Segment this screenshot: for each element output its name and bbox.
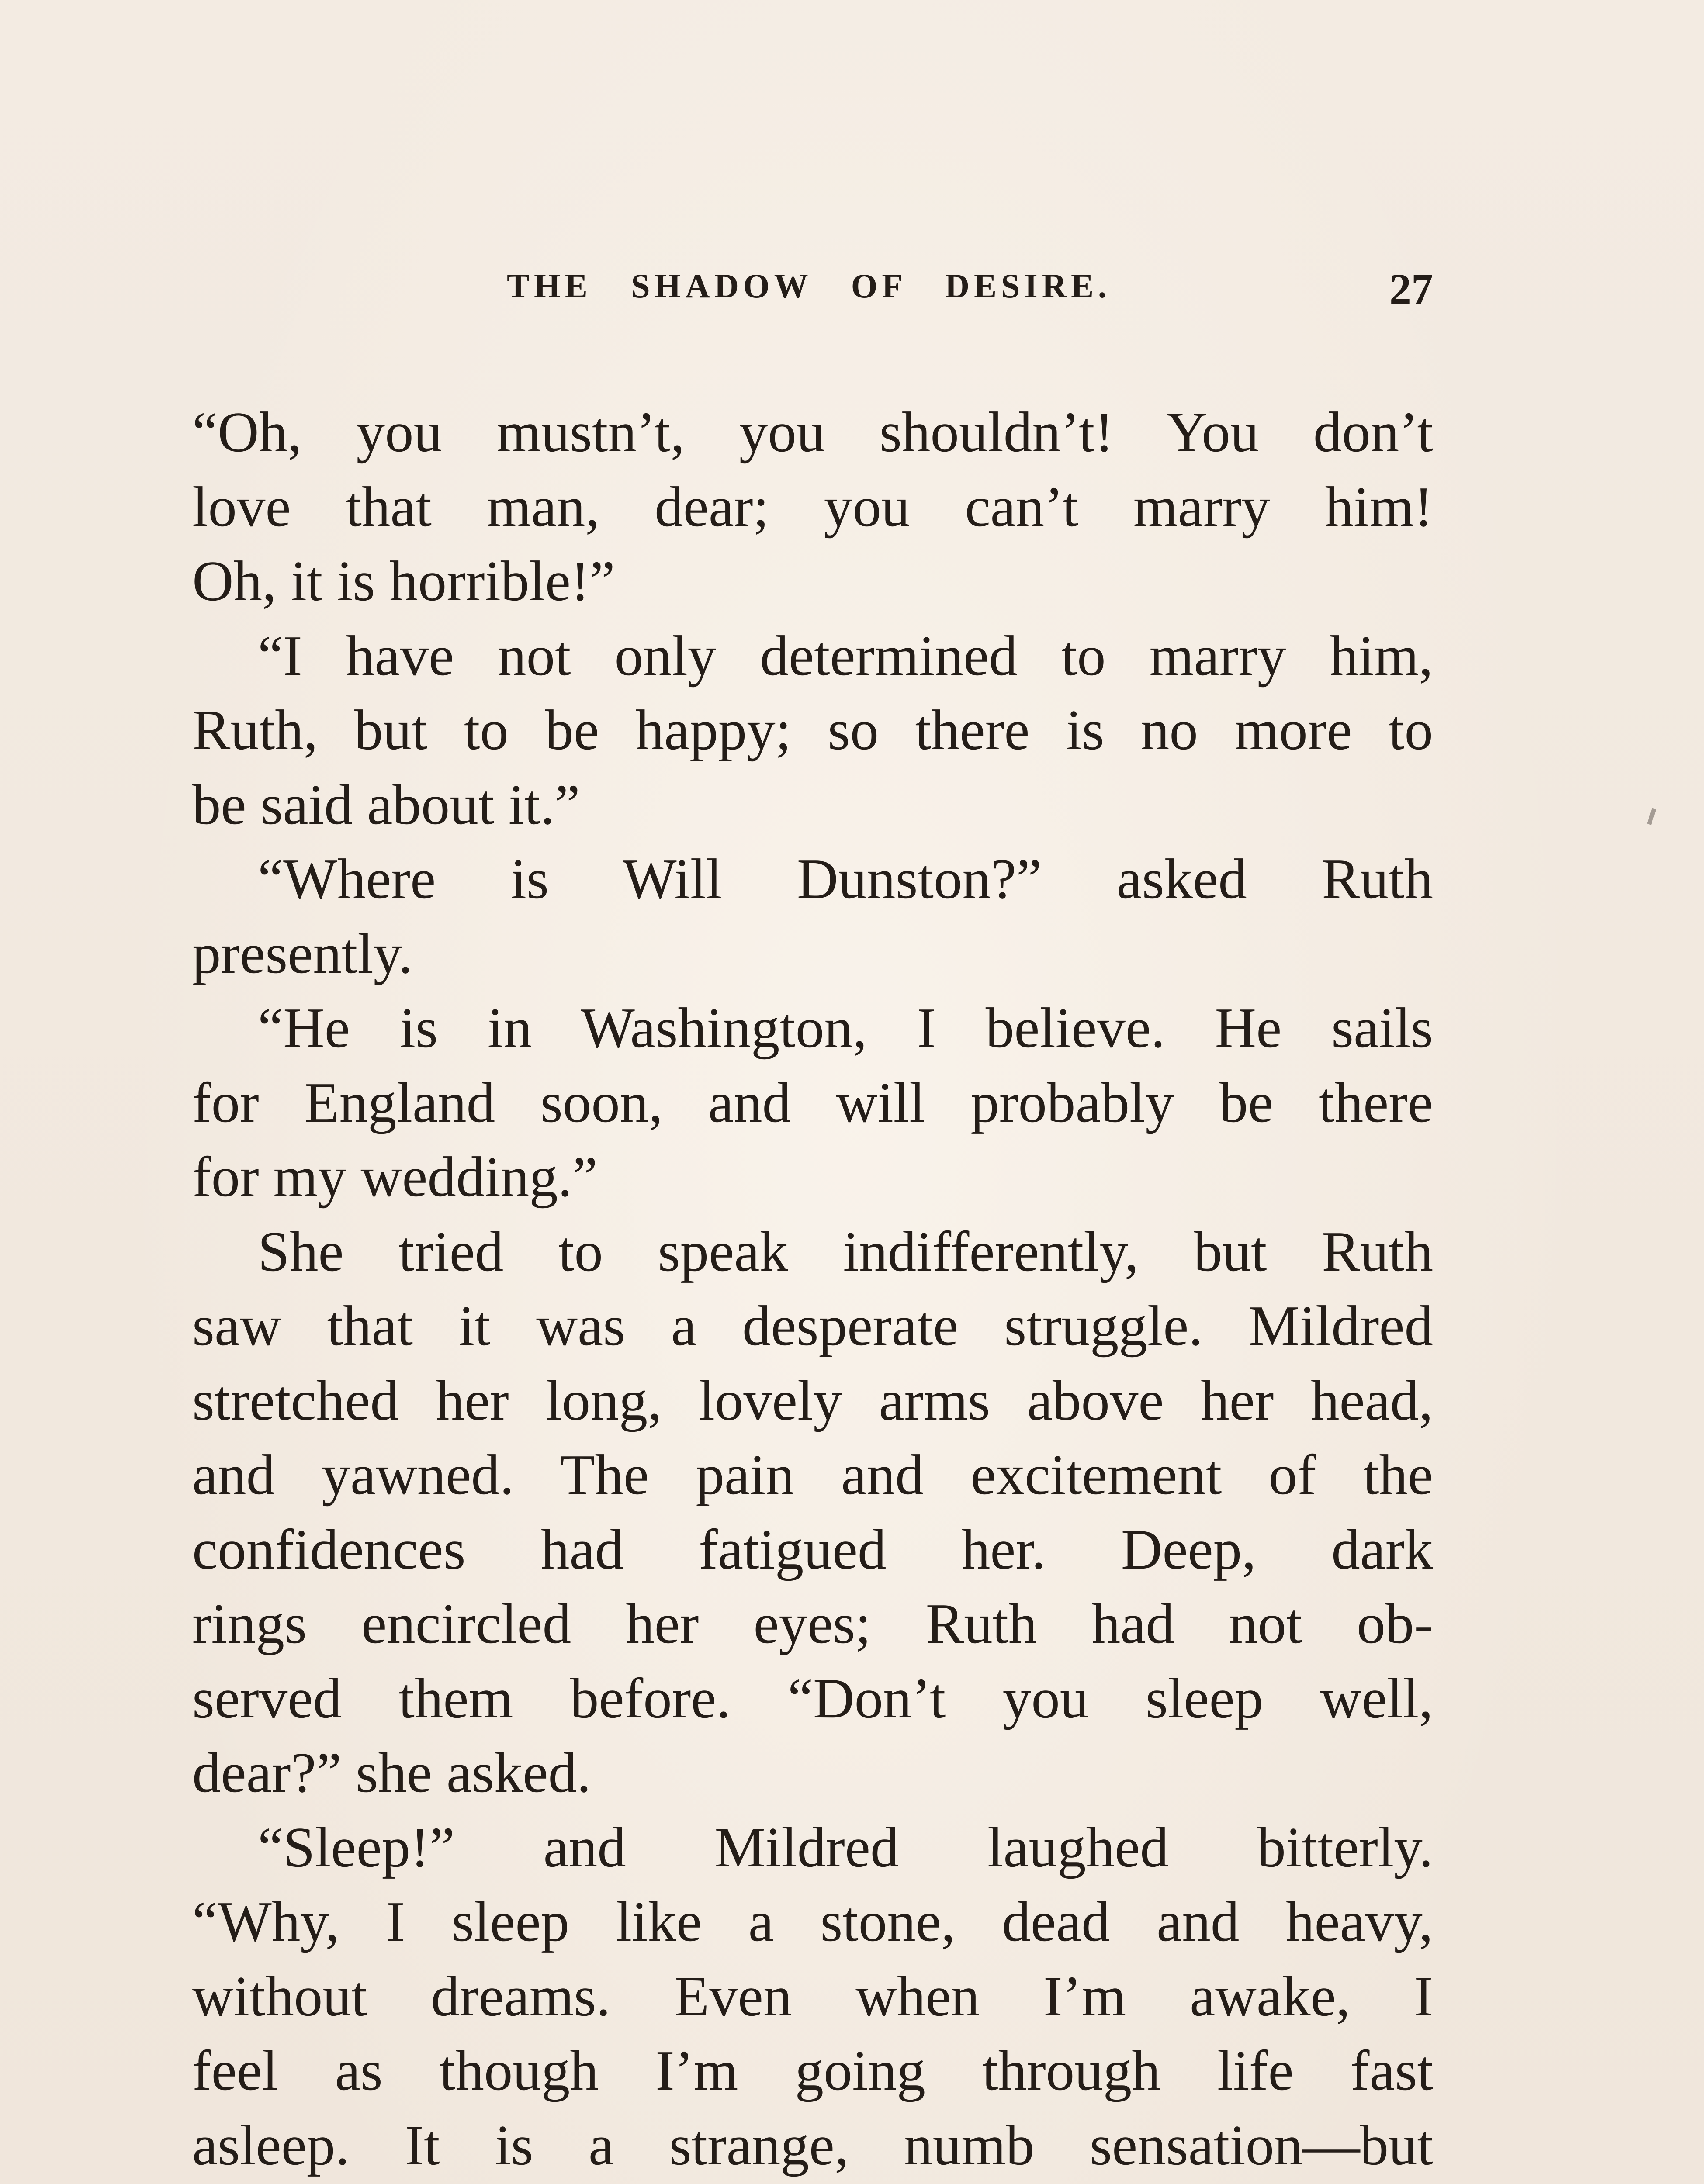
text-line: rings encircled her eyes; Ruth had not ob- (192, 1592, 1433, 1655)
text-line: “He is in Washington, I believe. He sails (258, 996, 1433, 1060)
body-text (192, 395, 1433, 2184)
page-number: 27 (1389, 265, 1433, 313)
text-line: for my wedding.” (192, 1145, 598, 1209)
text-line: “Where is Will Dunston?” asked Ruth (258, 847, 1433, 911)
text-line: Oh, it is horrible!” (192, 549, 615, 613)
text-line: “I have not only determined to marry him, (258, 624, 1433, 688)
text-line: love that man, dear; you can’t marry him! (192, 475, 1433, 539)
text-line: Ruth, but to be happy; so there is no more to (192, 698, 1433, 762)
text-line: “Why, I sleep like a stone, dead and heavy, (192, 1890, 1433, 1953)
text-line: She tried to speak indifferently, but Ruth (258, 1220, 1433, 1283)
text-line: without dreams. Even when I’m awake, I (192, 1964, 1433, 2028)
text-line: served them before. “Don’t you sleep well, (192, 1666, 1433, 1730)
text-line: “Oh, you mustn’t, you shouldn’t! You don’t (192, 401, 1433, 464)
text-line: stretched her long, lovely arms above her head, (192, 1368, 1433, 1432)
text-line: and yawned. The pain and excitement of the (192, 1443, 1433, 1507)
text-line: asleep. It is a strange, numb sensation—but (192, 2113, 1433, 2177)
text-line: saw that it was a desperate struggle. Mildred (192, 1294, 1433, 1358)
text-line: presently. (192, 922, 413, 985)
text-line: for England soon, and will probably be there (192, 1071, 1433, 1134)
paper-speck (1647, 808, 1656, 825)
page-header (192, 266, 1433, 319)
text-line: confidences had fatigued her. Deep, dark (192, 1517, 1433, 1581)
text-line: feel as though I’m going through life fast (192, 2039, 1433, 2102)
text-line: be said about it.” (192, 773, 580, 836)
text-line: dear?” she asked. (192, 1741, 591, 1804)
text-line: “Sleep!” and Mildred laughed bitterly. (258, 1815, 1433, 1879)
running-title: THE SHADOW OF DESIRE. (507, 267, 1111, 305)
